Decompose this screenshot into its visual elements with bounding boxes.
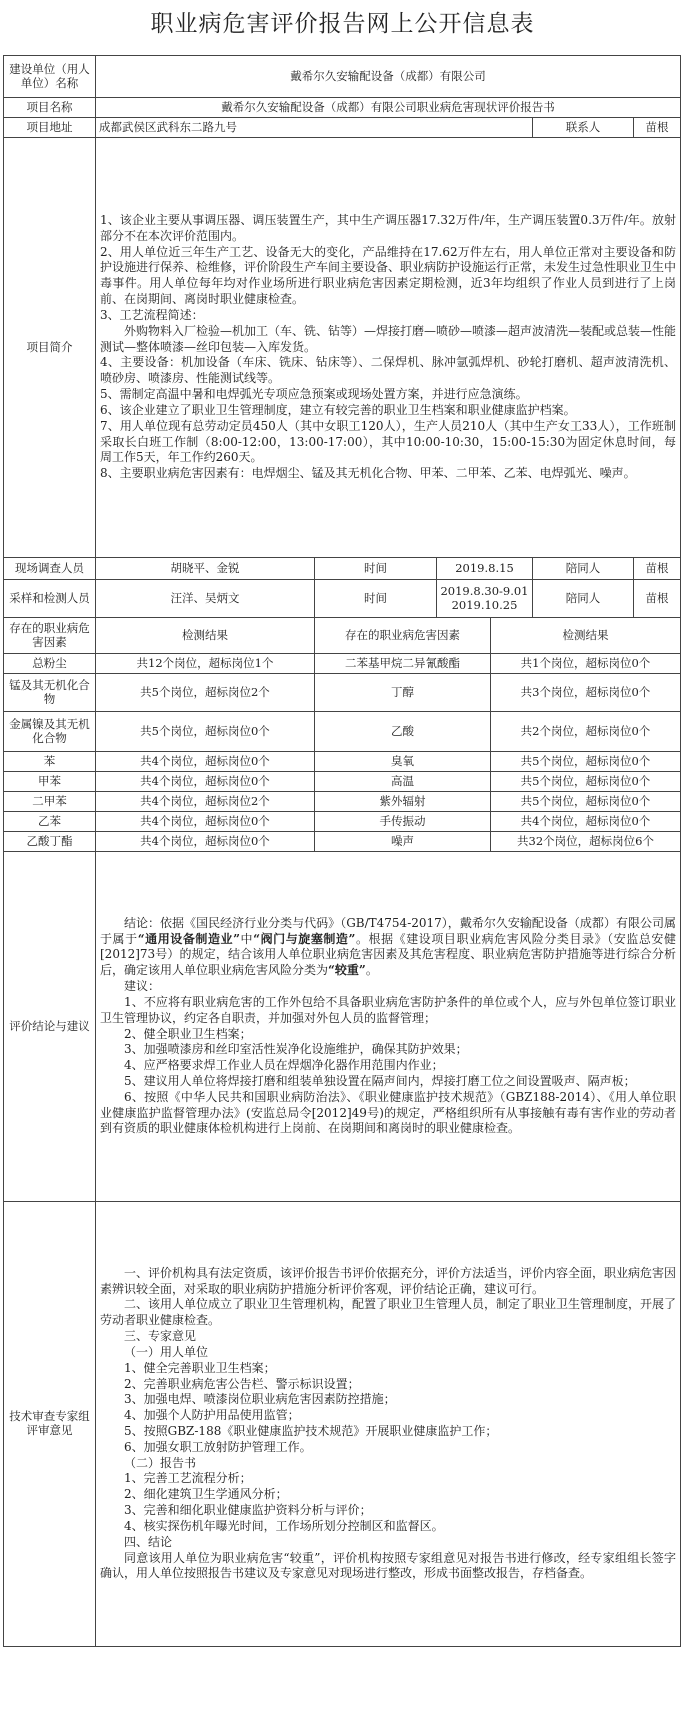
review-heading: 三、专家意见 [124, 1329, 197, 1344]
review-item: 1、完善工艺流程分析； [124, 1471, 252, 1486]
hazard-result: 共4个岗位，超标岗位0个 [491, 812, 681, 832]
hazard-factor: 二甲苯 [4, 792, 96, 812]
conclusion-text: 结论：依据《国民经济行业分类与代码》（GB/T4754-2017），戴希尔久安输配设备（成都）有限公司属于属于“通用设备制造业”中“阀门与旋塞制造”。根据《建设项目职业病危害风险分类目录》（安监总安健[2012]73号）的规定，结合该用人单位职业病危害因素及其危害程度、职业病危害防护措施等进行综合分析后，确定该用人单位职业病危害风险分类为“较重”。 [100, 915, 676, 978]
hazard-factor: 臭氧 [315, 752, 491, 772]
hazard-result: 共4个岗位，超标岗位0个 [96, 752, 315, 772]
hazard-factor: 甲苯 [4, 772, 96, 792]
contact-label: 联系人 [533, 118, 634, 138]
unit-label: 建设单位（用人单位）名称 [4, 56, 96, 98]
unit-value: 戴希尔久安输配设备（成都）有限公司 [96, 56, 681, 98]
intro-process-flow: 外购物料入厂检验—机加工（车、铣、钻等）—焊接打磨—喷砂—喷漆—超声波清洗—装配或总装—性能测试—整体喷漆—丝印包装—入库发货。 [100, 323, 677, 354]
hazard-result: 共4个岗位，超标岗位0个 [96, 772, 315, 792]
hazard-result: 共5个岗位，超标岗位0个 [491, 792, 681, 812]
review-item: 5、按照GBZ-188《职业健康监护技术规范》开展职业健康监护工作； [124, 1424, 498, 1438]
survey-persons: 胡晓平、金锐 [96, 558, 315, 580]
suggestion-item: 2、健全职业卫生档案； [124, 1026, 252, 1041]
intro-item-5: 5、需制定高温中暑和电焊弧光专项应急预案或现场处置方案，并进行应急演练。 [100, 387, 528, 402]
survey-time: 2019.8.15 [437, 558, 533, 580]
review-item: 4、核实探伤机年曝光时间，工作场所划分控制区和监督区。 [124, 1518, 444, 1533]
review-para: 一、评价机构具有法定资质，该评价报告书评价依据充分，评价方法适当，评价内容全面，职业病危害因素辨识较全面，对采取的职业病防护措施分析评价客观，评价结论正确，建议可行。 [100, 1265, 677, 1296]
hazard-result: 共4个岗位，超标岗位0个 [96, 832, 315, 852]
review-item: 3、完善和细化职业健康监护资料分析与评价； [124, 1503, 372, 1518]
sampling-persons: 汪洋、吴炳文 [96, 580, 315, 618]
table-row [4, 712, 681, 752]
table-row [4, 772, 681, 792]
suggestion-item: 5、建议用人单位将焊接打磨和组装单独设置在隔声间内，焊接打磨工位之间设置吸声、隔声板； [124, 1073, 636, 1088]
review-para: 同意该用人单位为职业病危害“较重”，评价机构按照专家组意见对报告书进行修改，经专家组组长签字确认，用人单位按照报告书建议及专家意见对现场进行整改，形成书面整改报告，存档备查。 [100, 1550, 676, 1581]
review-item: 6、加强女职工放射防护管理工作。 [124, 1439, 312, 1454]
review-heading: 四、结论 [124, 1534, 173, 1549]
suggestion-item: 6、按照《中华人民共和国职业病防治法》、《职业健康监护技术规范》（GBZ188-2014）、《用人单位职业健康监护监督管理办法》(安监总局令[2012]49号)的规定，严格组织所有从事接触有毒有害作业的劳动者到有资质的职业健康体检机构进行上岗前、在岗期间和离岗时的职业健康检查。 [100, 1089, 676, 1136]
review-subheading: （二）报告书 [124, 1455, 197, 1470]
hazard-factor: 乙酸 [315, 712, 491, 752]
suggestion-item: 3、加强喷漆房和丝印室活性炭净化设施维护，确保其防护效果； [124, 1042, 468, 1057]
table-row [4, 812, 681, 832]
review-item: 4、加强个人防护用品使用监管； [124, 1408, 300, 1423]
info-table [3, 55, 681, 1647]
hazard-factor: 乙酸丁酯 [4, 832, 96, 852]
hazard-result: 共2个岗位，超标岗位0个 [491, 712, 681, 752]
intro-item-1: 1、该企业主要从事调压器、调压装置生产，其中生产调压器17.32万件/年，生产调压装置0.3万件/年。放射部分不在本次评价范围内。 [100, 212, 676, 243]
intro-label: 项目简介 [4, 138, 96, 558]
hazard-result: 共5个岗位，超标岗位0个 [96, 712, 315, 752]
review-item: 3、加强电焊、喷漆岗位职业病危害因素防控措施； [124, 1392, 396, 1407]
conclusion-label: 评价结论与建议 [4, 852, 96, 1202]
hazard-factor: 苯 [4, 752, 96, 772]
table-row [4, 674, 681, 712]
review-item: 2、完善职业病危害公告栏、警示标识设置； [124, 1376, 360, 1391]
address-value: 成都武侯区武科东二路九号 [96, 118, 533, 138]
hazard-result: 共4个岗位，超标岗位2个 [96, 792, 315, 812]
sampling-accomp: 苗根 [634, 580, 681, 618]
table-row [4, 792, 681, 812]
review-content [96, 1202, 681, 1647]
intro-item-3: 3、工艺流程简述： [100, 307, 204, 322]
survey-time-label: 时间 [315, 558, 437, 580]
project-value: 戴希尔久安输配设备（成都）有限公司职业病危害现状评价报告书 [96, 98, 681, 118]
hazard-factor: 噪声 [315, 832, 491, 852]
hazard-factor: 紫外辐射 [315, 792, 491, 812]
review-item: 2、细化建筑卫生学通风分析； [124, 1487, 288, 1502]
conclusion-content [96, 852, 681, 1202]
address-label: 项目地址 [4, 118, 96, 138]
hazard-result: 共4个岗位，超标岗位0个 [96, 812, 315, 832]
hazard-col-result-b: 检测结果 [491, 618, 681, 654]
suggestion-heading: 建议： [124, 979, 161, 994]
survey-accomp: 苗根 [634, 558, 681, 580]
hazard-factor: 锰及其无机化合物 [4, 674, 96, 712]
hazard-col-factor-b: 存在的职业病危害因素 [315, 618, 491, 654]
hazard-result: 共5个岗位，超标岗位2个 [96, 674, 315, 712]
hazard-result: 共5个岗位，超标岗位0个 [491, 752, 681, 772]
hazard-factor: 手传振动 [315, 812, 491, 832]
hazard-factor: 乙苯 [4, 812, 96, 832]
hazard-result: 共3个岗位，超标岗位0个 [491, 674, 681, 712]
intro-item-7: 7、用人单位现有总劳动定员450人（其中女职工120人），生产人员210人（其中生产女工33人），工作班制采取长白班工作制（8:00-12:00，13:00-17:00），其中10:00-10:30，15:00-15:30为固定休息时间，每周工作5天，年工作约260天。 [100, 418, 676, 465]
hazard-factor: 金属镍及其无机化合物 [4, 712, 96, 752]
intro-content [96, 138, 681, 558]
intro-item-2: 2、用人单位近三年生产工艺、设备无大的变化，产品维持在17.62万件左右，用人单位正常对主要设备和防护设施进行保养、检维修，评价阶段生产车间主要设备、职业病防护设施运行正常，未发生过急性职业卫生中毒事件。用人单位每年均对作业场所进行职业病危害因素定期检测，近3年均组织了作业人员到进行了上岗前、在岗期间、离岗时职业健康检查。 [100, 244, 677, 307]
suggestion-item: 1、不应将有职业病危害的工作外包给不具备职业病危害防护条件的单位或个人，应与外包单位签订职业卫生管理协议，约定各自职责，并加强对外包人员的监督管理； [100, 994, 676, 1025]
sampling-time-1: 2019.8.30-9.01 [440, 583, 529, 598]
sampling-accomp-label: 陪同人 [533, 580, 634, 618]
table-row [4, 752, 681, 772]
sampling-time [437, 580, 533, 618]
hazard-factor: 二苯基甲烷二异氰酸酯 [315, 654, 491, 674]
hazard-factor: 丁醇 [315, 674, 491, 712]
suggestion-item: 4、应严格要求焊工作业人员在焊烟净化器作用范围内作业； [124, 1058, 444, 1073]
hazard-col-result-a: 检测结果 [96, 618, 315, 654]
review-para: 二、该用人单位成立了职业卫生管理机构，配置了职业卫生管理人员，制定了职业卫生管理制度，开展了劳动者职业健康检查。 [100, 1297, 677, 1328]
contact-value: 苗根 [634, 118, 681, 138]
hazard-col-factor-a: 存在的职业病危害因素 [4, 618, 96, 654]
survey-accomp-label: 陪同人 [533, 558, 634, 580]
review-item: 1、健全完善职业卫生档案； [124, 1360, 276, 1375]
review-subheading: （一）用人单位 [124, 1344, 209, 1359]
intro-item-8: 8、主要职业病危害因素有：电焊烟尘、锰及其无机化合物、甲苯、二甲苯、乙苯、电焊弧光、噪声。 [100, 466, 636, 481]
project-label: 项目名称 [4, 98, 96, 118]
sampling-time-2: 2019.10.25 [451, 597, 518, 612]
sampling-label: 采样和检测人员 [4, 580, 96, 618]
sampling-time-label: 时间 [315, 580, 437, 618]
intro-item-4: 4、主要设备：机加设备（车床、铣床、钻床等）、二保焊机、脉冲氩弧焊机、砂轮打磨机、超声波清洗机、喷砂房、喷漆房、性能测试线等。 [100, 355, 676, 386]
table-row [4, 654, 681, 674]
hazard-factor: 总粉尘 [4, 654, 96, 674]
hazard-factor: 高温 [315, 772, 491, 792]
hazard-result: 共12个岗位，超标岗位1个 [96, 654, 315, 674]
review-label: 技术审查专家组评审意见 [4, 1202, 96, 1647]
survey-label: 现场调查人员 [4, 558, 96, 580]
page-title: 职业病危害评价报告网上公开信息表 [150, 11, 535, 37]
hazard-result: 共1个岗位，超标岗位0个 [491, 654, 681, 674]
hazard-result: 共32个岗位，超标岗位6个 [491, 832, 681, 852]
table-row [4, 832, 681, 852]
hazard-result: 共5个岗位，超标岗位0个 [491, 772, 681, 792]
intro-item-6: 6、该企业建立了职业卫生管理制度，建立有较完善的职业卫生档案和职业健康监护档案。 [100, 402, 576, 417]
